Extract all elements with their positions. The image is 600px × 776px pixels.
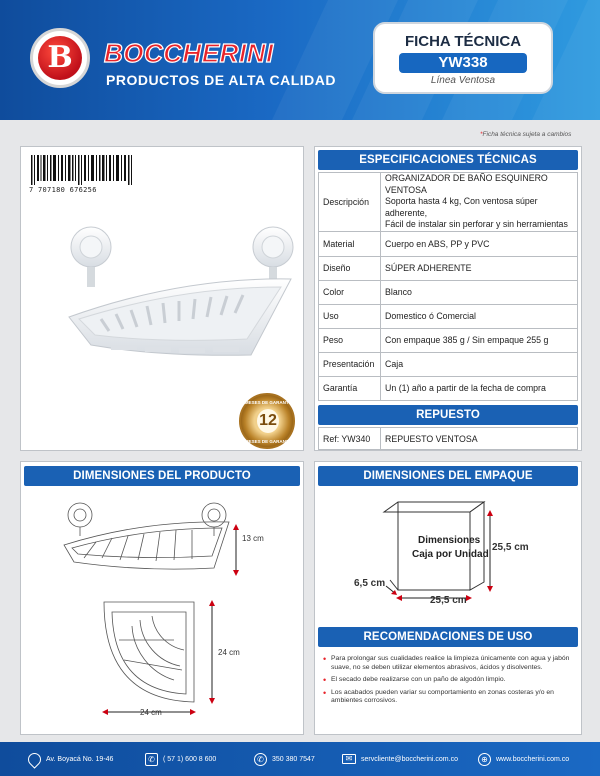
spec-value: Domestico ó Comercial (381, 304, 578, 328)
whatsapp-icon: ✆ (254, 753, 267, 766)
package-box-line2: Caja por Unidad (412, 549, 489, 560)
spec-key: Color (319, 280, 381, 304)
location-pin-icon (25, 750, 43, 768)
repuesto-table (318, 427, 578, 450)
list-item: • Para prolongar sus cualidades realice la limpieza únicamente con agua y jabón suave, no se deben utilizar elementos abrasivos, ácidos y disolventes. (323, 655, 573, 672)
table-row (319, 256, 578, 280)
package-dimensions-title: DIMENSIONES DEL EMPAQUE (318, 466, 578, 486)
package-depth-label: 6,5 cm (354, 578, 386, 589)
footer-email[interactable]: ✉ servcliente@boccherini.com.co (342, 752, 458, 766)
table-row (319, 280, 578, 304)
barcode-number: 7 707180 676256 (29, 186, 97, 194)
table-row (319, 304, 578, 328)
footer-web[interactable]: ⊕ www.boccherini.com.co (478, 752, 569, 766)
recommendations-list (323, 655, 573, 710)
specs-table (318, 172, 578, 401)
logo-letter: B (38, 36, 82, 80)
spec-value: SÚPER ADHERENTE (381, 256, 578, 280)
seal-top-text: MESES DE GARANTÍA (244, 400, 294, 405)
product-dimension-drawing (24, 490, 300, 730)
spec-value: Caja (381, 352, 578, 376)
header-banner (0, 0, 600, 120)
spec-value: Blanco (381, 280, 578, 304)
product-height-label: 13 cm (242, 534, 264, 543)
table-row (319, 328, 578, 352)
product-photo (61, 217, 301, 377)
spec-key: Presentación (319, 352, 381, 376)
product-width-label: 24 cm (140, 708, 162, 717)
table-row (319, 352, 578, 376)
spec-key: Peso (319, 328, 381, 352)
list-item: • El secado debe realizarse con un paño de algodón limpio. (323, 676, 573, 685)
spec-value: Con empaque 385 g / Sin empaque 255 g (381, 328, 578, 352)
seal-number: 12 (257, 409, 279, 433)
product-depth-label: 24 cm (218, 648, 240, 657)
spec-key: Material (319, 231, 381, 256)
product-dimensions-title: DIMENSIONES DEL PRODUCTO (24, 466, 300, 486)
ficha-title: FICHA TÉCNICA (404, 33, 522, 50)
footer-phone: ✆ ( 57 1) 600 8 600 (145, 752, 216, 766)
repuesto-ref: Ref: YW340 (319, 428, 381, 450)
table-row (319, 173, 578, 232)
product-code: YW338 (399, 53, 527, 73)
footer-bar (0, 742, 600, 776)
footer-whatsapp: ✆ 350 380 7547 (254, 752, 315, 766)
spec-value: Un (1) año a partir de la fecha de compra (381, 376, 578, 400)
specs-title: ESPECIFICACIONES TÉCNICAS (318, 150, 578, 170)
repuesto-title: REPUESTO (318, 405, 578, 425)
package-height-label: 25,5 cm (492, 542, 529, 553)
package-width-label: 25,5 cm (430, 595, 467, 606)
ficha-card (373, 22, 553, 94)
brand-tagline: PRODUCTOS DE ALTA CALIDAD (106, 72, 337, 88)
table-row (319, 231, 578, 256)
footer-address: Av. Boyacá No. 19-46 (28, 752, 113, 766)
seal-bottom-text: MESES DE GARANTÍA (244, 439, 294, 444)
phone-icon: ✆ (145, 753, 158, 766)
disclaimer-note: *Ficha técnica sujeta a cambios (480, 131, 572, 138)
product-line: Línea Ventosa (430, 75, 496, 86)
spec-key: Descripción (319, 173, 381, 232)
barcode-icon (31, 155, 135, 185)
spec-key: Diseño (319, 256, 381, 280)
brand-name: BOCCHERINI (104, 38, 274, 68)
spec-value: Cuerpo en ABS, PP y PVC (381, 231, 578, 256)
brand-logo (30, 28, 90, 88)
table-row (319, 376, 578, 400)
list-item: • Los acabados pueden variar su comportamiento en zonas costeras y/o en ambientes corrosivos. (323, 689, 573, 706)
warranty-seal (239, 393, 295, 449)
spec-value: ORGANIZADOR DE BAÑO ESQUINERO VENTOSA Soporta hasta 4 kg, Con ventosa súper adherente, Fácil de instalar sin perforar y sin herramientas (381, 173, 578, 232)
recommendations-title: RECOMENDACIONES DE USO (318, 627, 578, 647)
table-row (319, 428, 578, 450)
repuesto-name: REPUESTO VENTOSA (381, 428, 578, 450)
email-icon: ✉ (342, 754, 356, 764)
package-box-line1: Dimensiones (418, 535, 481, 546)
globe-icon: ⊕ (478, 753, 491, 766)
spec-key: Uso (319, 304, 381, 328)
spec-key: Garantía (319, 376, 381, 400)
product-image-panel (20, 146, 304, 451)
